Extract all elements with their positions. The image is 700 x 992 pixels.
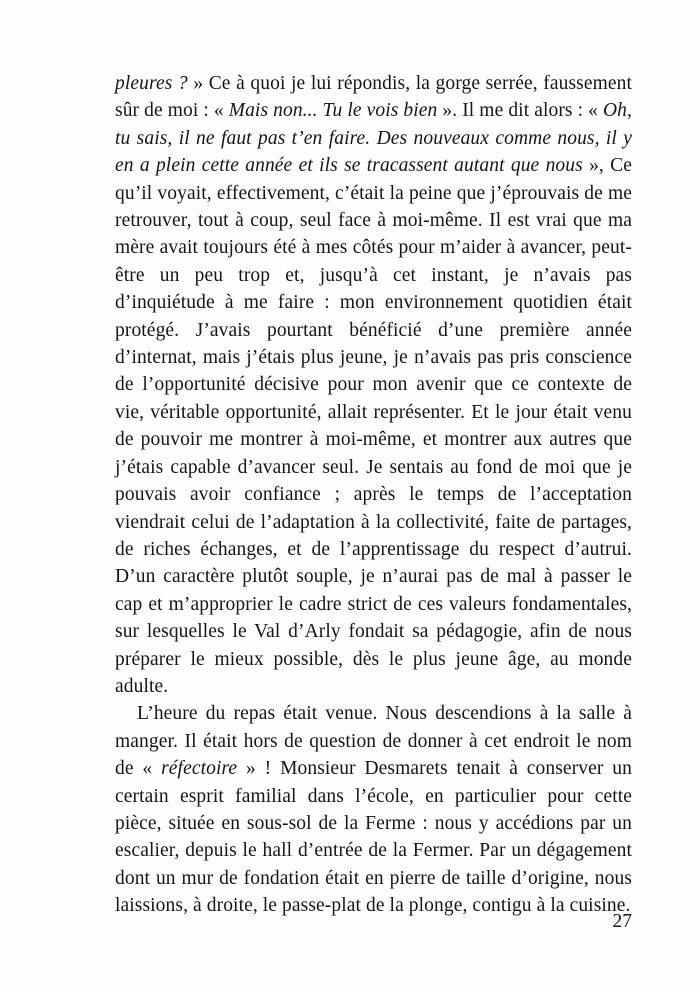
paragraph — [115, 70, 632, 700]
italic-text-segment: réfectoire — [161, 758, 238, 780]
page-number: 27 — [612, 911, 632, 932]
text-segment: », Ce qu’il voyait, effectivement, c’était la peine que j’éprouvais de me retrouver, tout à coup, seul face à moi-même. Il est vrai que ma mère avait toujours été à mes côtés pour m’aider à avancer, peut-être un peu trop et, jusqu’à cet instant, je n’avais pas d’inquiétude à me faire : mon environnement quotidien était protégé. J’avais pourtant bénéficié d’une première année d’internat, mais j’étais plus jeune, je n’avais pas pris conscience de l’opportunité décisive pour mon avenir que ce contexte de vie, véritable opportunité, allait représenter. Et le jour était venu de pouvoir me montrer à moi-même, et montrer aux autres que j’étais capable d’avancer seul. Je sentais au fond de moi que je pouvais avoir confiance ; après le temps de l’acceptation viendrait celui de l’adaptation à la collectivité, faite de partages, de riches échanges, et de l’apprentissage du respect d’autrui. D’un caractère plutôt souple, je n’aurai pas de mal à passer le cap et m’approprier le cadre strict de ces valeurs fondamentales, sur lesquelles le Val d’Arly fondait sa pédagogie, afin de nous préparer le mieux possible, dès le plus jeune âge, au monde adulte. — [115, 155, 633, 697]
italic-text-segment: Mais non... Tu le vois bien — [228, 100, 438, 122]
text-segment: » Ce à quoi je lui répondis, la gorge serrée, faussement sûr de moi : « — [115, 73, 632, 122]
text-segment: » ! Monsieur Desmarets tenait à conserver un certain esprit familial dans l’école, en particulier pour cette pièce, située en sous-sol de la Ferme : nous y accédions par un escalier, depuis le hall d’entrée de la Fermer. Par un dégagement dont un mur de fondation était en pierre de taille d’origine, nous laissions, à droite, le passe-plat de la plonge, contigu à la cuisine. — [115, 758, 632, 917]
italic-text-segment: Oh, tu sais, il ne faut pas t’en faire. Des nouveaux comme nous, il y en a plein cette année et ils se tracassent autant que nous — [115, 100, 632, 177]
text-segment: ». Il me dit alors : « — [437, 100, 603, 122]
text-segment: L’heure du repas était venue. Nous descendions à la salle à manger. Il était hors de question de donner à cet endroit le nom de « — [115, 703, 632, 780]
italic-text-segment: pleures ? — [115, 73, 194, 94]
page-text — [115, 70, 632, 920]
paragraph — [115, 700, 632, 919]
